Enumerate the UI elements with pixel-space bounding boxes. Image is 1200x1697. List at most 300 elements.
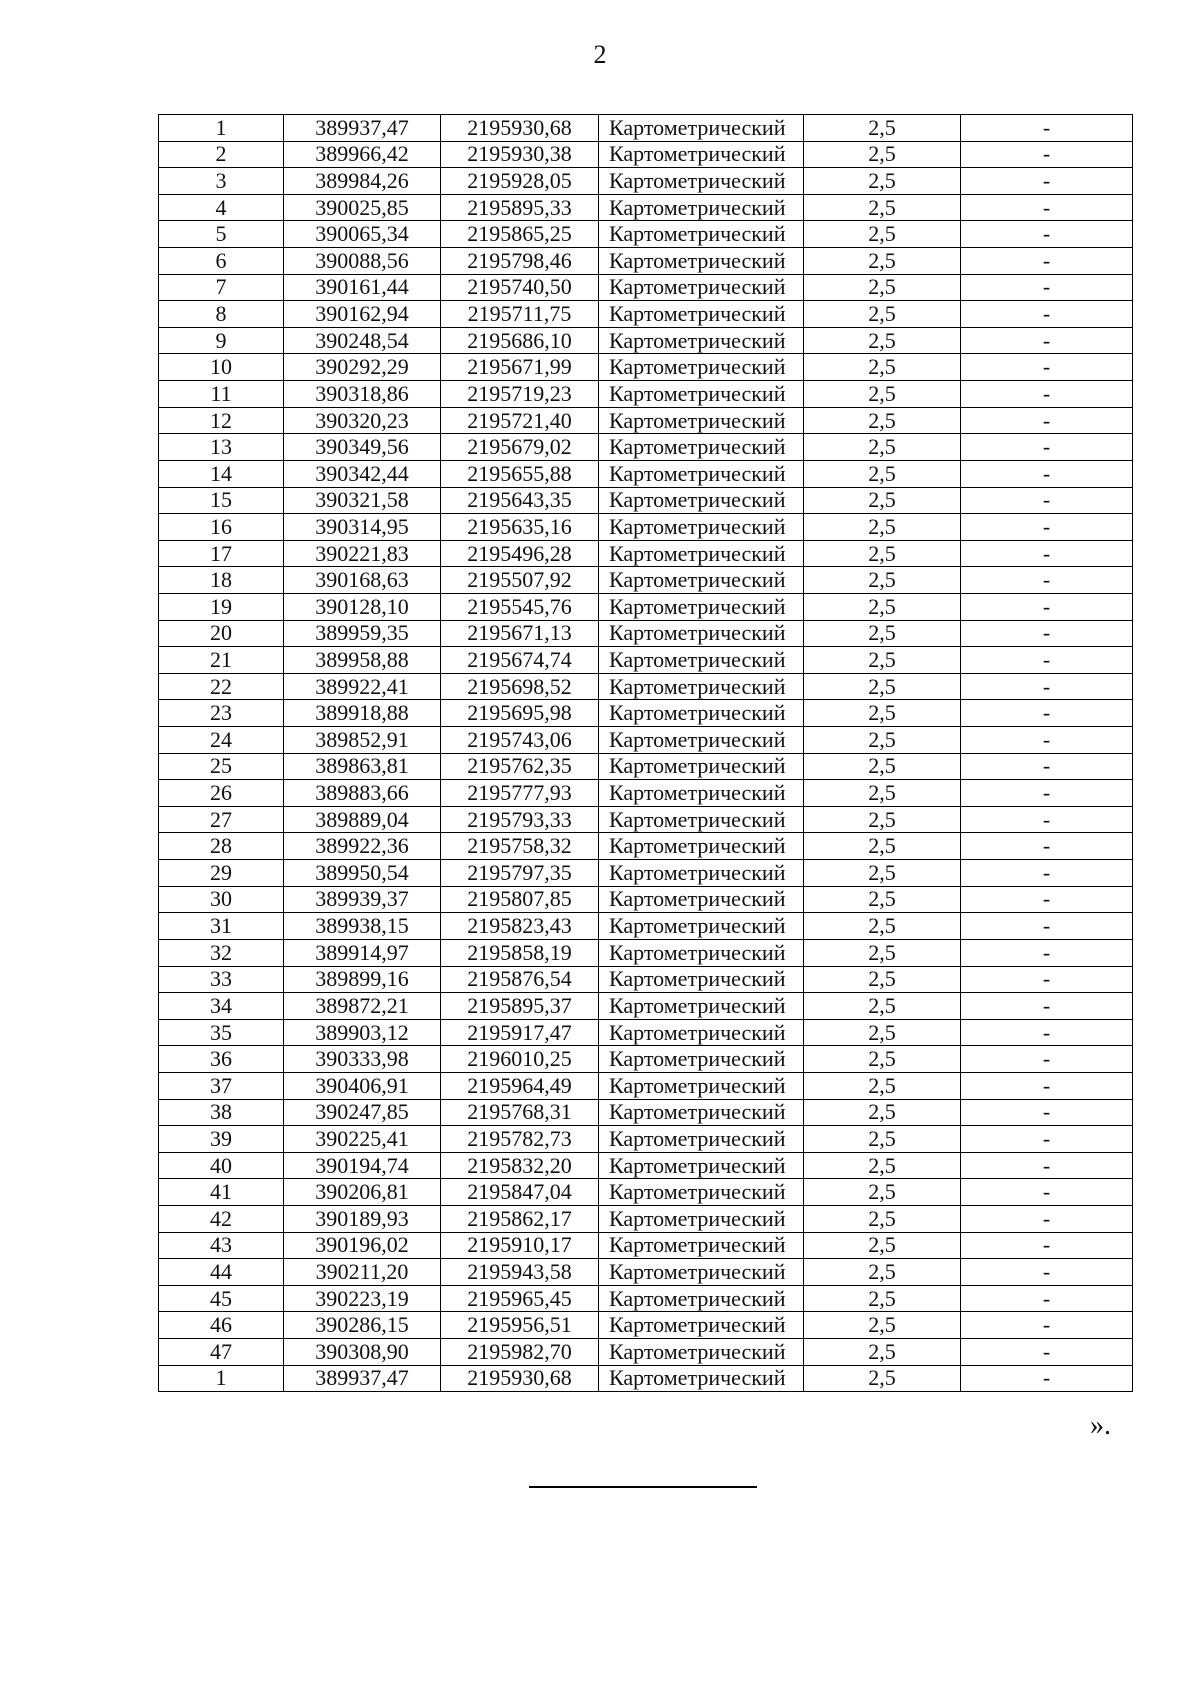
description-cell: - [961,274,1133,301]
method-cell: Картометрический [599,593,804,620]
table-row [159,886,1133,913]
y-coordinate-cell: 2195807,85 [441,886,599,913]
point-number-cell: 1 [159,115,284,142]
method-cell: Картометрический [599,567,804,594]
closing-quote: ». [1090,1410,1111,1441]
x-coordinate-cell: 390321,58 [284,487,441,514]
table-row [159,460,1133,487]
accuracy-cell: 2,5 [804,1152,961,1179]
accuracy-cell: 2,5 [804,514,961,541]
table-row [159,753,1133,780]
method-cell: Картометрический [599,381,804,408]
accuracy-cell: 2,5 [804,593,961,620]
accuracy-cell: 2,5 [804,966,961,993]
point-number-cell: 38 [159,1099,284,1126]
x-coordinate-cell: 389938,15 [284,913,441,940]
description-cell: - [961,886,1133,913]
x-coordinate-cell: 389922,41 [284,673,441,700]
y-coordinate-cell: 2195674,74 [441,647,599,674]
x-coordinate-cell: 389958,88 [284,647,441,674]
description-cell: - [961,939,1133,966]
accuracy-cell: 2,5 [804,1312,961,1339]
x-coordinate-cell: 390286,15 [284,1312,441,1339]
table-row [159,1232,1133,1259]
y-coordinate-cell: 2195930,38 [441,141,599,168]
y-coordinate-cell: 2195777,93 [441,780,599,807]
x-coordinate-cell: 389903,12 [284,1019,441,1046]
x-coordinate-cell: 390223,19 [284,1285,441,1312]
y-coordinate-cell: 2195643,35 [441,487,599,514]
description-cell: - [961,700,1133,727]
x-coordinate-cell: 389966,42 [284,141,441,168]
x-coordinate-cell: 390196,02 [284,1232,441,1259]
description-cell: - [961,1099,1133,1126]
accuracy-cell: 2,5 [804,1365,961,1392]
point-number-cell: 18 [159,567,284,594]
x-coordinate-cell: 390349,56 [284,434,441,461]
description-cell: - [961,1072,1133,1099]
point-number-cell: 13 [159,434,284,461]
description-cell: - [961,1285,1133,1312]
method-cell: Картометрический [599,886,804,913]
table-row [159,993,1133,1020]
method-cell: Картометрический [599,168,804,195]
method-cell: Картометрический [599,753,804,780]
y-coordinate-cell: 2195671,13 [441,620,599,647]
point-number-cell: 8 [159,301,284,328]
accuracy-cell: 2,5 [804,274,961,301]
y-coordinate-cell: 2195496,28 [441,540,599,567]
end-separator-line [529,1486,757,1488]
table-row [159,1126,1133,1153]
point-number-cell: 30 [159,886,284,913]
table-row [159,1046,1133,1073]
x-coordinate-cell: 390025,85 [284,194,441,221]
description-cell: - [961,354,1133,381]
coordinates-table [158,114,1133,1392]
point-number-cell: 21 [159,647,284,674]
point-number-cell: 47 [159,1339,284,1366]
description-cell: - [961,407,1133,434]
description-cell: - [961,381,1133,408]
x-coordinate-cell: 389918,88 [284,700,441,727]
method-cell: Картометрический [599,913,804,940]
method-cell: Картометрический [599,301,804,328]
method-cell: Картометрический [599,1312,804,1339]
description-cell: - [961,194,1133,221]
x-coordinate-cell: 390189,93 [284,1205,441,1232]
table-row [159,1365,1133,1392]
x-coordinate-cell: 390247,85 [284,1099,441,1126]
method-cell: Картометрический [599,1099,804,1126]
table-row [159,647,1133,674]
accuracy-cell: 2,5 [804,407,961,434]
y-coordinate-cell: 2195695,98 [441,700,599,727]
description-cell: - [961,913,1133,940]
description-cell: - [961,753,1133,780]
table-row [159,1205,1133,1232]
method-cell: Картометрический [599,1179,804,1206]
point-number-cell: 14 [159,460,284,487]
x-coordinate-cell: 389937,47 [284,1365,441,1392]
table-row [159,1285,1133,1312]
method-cell: Картометрический [599,460,804,487]
description-cell: - [961,1152,1133,1179]
point-number-cell: 10 [159,354,284,381]
point-number-cell: 44 [159,1259,284,1286]
method-cell: Картометрический [599,115,804,142]
description-cell: - [961,327,1133,354]
accuracy-cell: 2,5 [804,647,961,674]
point-number-cell: 25 [159,753,284,780]
description-cell: - [961,780,1133,807]
accuracy-cell: 2,5 [804,1179,961,1206]
method-cell: Картометрический [599,966,804,993]
table-row [159,939,1133,966]
y-coordinate-cell: 2195928,05 [441,168,599,195]
point-number-cell: 5 [159,221,284,248]
y-coordinate-cell: 2195895,37 [441,993,599,1020]
description-cell: - [961,833,1133,860]
accuracy-cell: 2,5 [804,248,961,275]
table-row [159,1152,1133,1179]
table-row [159,620,1133,647]
method-cell: Картометрический [599,540,804,567]
accuracy-cell: 2,5 [804,194,961,221]
description-cell: - [961,115,1133,142]
x-coordinate-cell: 390225,41 [284,1126,441,1153]
method-cell: Картометрический [599,780,804,807]
y-coordinate-cell: 2195758,32 [441,833,599,860]
accuracy-cell: 2,5 [804,1019,961,1046]
method-cell: Картометрический [599,1339,804,1366]
x-coordinate-cell: 390065,34 [284,221,441,248]
table-row [159,540,1133,567]
y-coordinate-cell: 2195847,04 [441,1179,599,1206]
point-number-cell: 40 [159,1152,284,1179]
x-coordinate-cell: 389950,54 [284,860,441,887]
x-coordinate-cell: 389872,21 [284,993,441,1020]
y-coordinate-cell: 2195943,58 [441,1259,599,1286]
y-coordinate-cell: 2195876,54 [441,966,599,993]
table-row [159,1179,1133,1206]
y-coordinate-cell: 2195635,16 [441,514,599,541]
accuracy-cell: 2,5 [804,993,961,1020]
point-number-cell: 36 [159,1046,284,1073]
description-cell: - [961,1205,1133,1232]
table-row [159,115,1133,142]
method-cell: Картометрический [599,1205,804,1232]
point-number-cell: 46 [159,1312,284,1339]
method-cell: Картометрический [599,1019,804,1046]
table-row [159,354,1133,381]
point-number-cell: 26 [159,780,284,807]
accuracy-cell: 2,5 [804,487,961,514]
description-cell: - [961,806,1133,833]
y-coordinate-cell: 2195982,70 [441,1339,599,1366]
y-coordinate-cell: 2195895,33 [441,194,599,221]
point-number-cell: 34 [159,993,284,1020]
description-cell: - [961,860,1133,887]
y-coordinate-cell: 2195740,50 [441,274,599,301]
x-coordinate-cell: 389937,47 [284,115,441,142]
point-number-cell: 22 [159,673,284,700]
accuracy-cell: 2,5 [804,1072,961,1099]
point-number-cell: 9 [159,327,284,354]
table-row [159,327,1133,354]
description-cell: - [961,540,1133,567]
x-coordinate-cell: 389984,26 [284,168,441,195]
point-number-cell: 33 [159,966,284,993]
point-number-cell: 2 [159,141,284,168]
method-cell: Картометрический [599,806,804,833]
accuracy-cell: 2,5 [804,567,961,594]
point-number-cell: 19 [159,593,284,620]
point-number-cell: 32 [159,939,284,966]
x-coordinate-cell: 389922,36 [284,833,441,860]
table-row [159,301,1133,328]
point-number-cell: 37 [159,1072,284,1099]
x-coordinate-cell: 390221,83 [284,540,441,567]
description-cell: - [961,1259,1133,1286]
method-cell: Картометрический [599,673,804,700]
method-cell: Картометрический [599,1072,804,1099]
accuracy-cell: 2,5 [804,700,961,727]
x-coordinate-cell: 390406,91 [284,1072,441,1099]
method-cell: Картометрический [599,647,804,674]
table-row [159,567,1133,594]
point-number-cell: 29 [159,860,284,887]
y-coordinate-cell: 2195862,17 [441,1205,599,1232]
table-row [159,806,1133,833]
method-cell: Картометрический [599,407,804,434]
method-cell: Картометрический [599,514,804,541]
x-coordinate-cell: 390342,44 [284,460,441,487]
y-coordinate-cell: 2195679,02 [441,434,599,461]
accuracy-cell: 2,5 [804,460,961,487]
table-row [159,913,1133,940]
table-row [159,434,1133,461]
point-number-cell: 43 [159,1232,284,1259]
x-coordinate-cell: 390168,63 [284,567,441,594]
description-cell: - [961,168,1133,195]
point-number-cell: 45 [159,1285,284,1312]
description-cell: - [961,434,1133,461]
x-coordinate-cell: 389852,91 [284,727,441,754]
point-number-cell: 1 [159,1365,284,1392]
x-coordinate-cell: 390333,98 [284,1046,441,1073]
x-coordinate-cell: 389914,97 [284,939,441,966]
accuracy-cell: 2,5 [804,1285,961,1312]
description-cell: - [961,487,1133,514]
accuracy-cell: 2,5 [804,354,961,381]
y-coordinate-cell: 2195797,35 [441,860,599,887]
y-coordinate-cell: 2195910,17 [441,1232,599,1259]
table-row [159,487,1133,514]
point-number-cell: 42 [159,1205,284,1232]
x-coordinate-cell: 390248,54 [284,327,441,354]
x-coordinate-cell: 390318,86 [284,381,441,408]
y-coordinate-cell: 2195545,76 [441,593,599,620]
method-cell: Картометрический [599,620,804,647]
method-cell: Картометрический [599,860,804,887]
accuracy-cell: 2,5 [804,833,961,860]
table-row [159,194,1133,221]
method-cell: Картометрический [599,1152,804,1179]
accuracy-cell: 2,5 [804,1259,961,1286]
y-coordinate-cell: 2195964,49 [441,1072,599,1099]
description-cell: - [961,514,1133,541]
x-coordinate-cell: 390088,56 [284,248,441,275]
point-number-cell: 31 [159,913,284,940]
point-number-cell: 24 [159,727,284,754]
method-cell: Картометрический [599,1232,804,1259]
table-row [159,727,1133,754]
point-number-cell: 4 [159,194,284,221]
y-coordinate-cell: 2195858,19 [441,939,599,966]
accuracy-cell: 2,5 [804,806,961,833]
description-cell: - [961,567,1133,594]
table-row [159,514,1133,541]
y-coordinate-cell: 2195930,68 [441,115,599,142]
description-cell: - [961,221,1133,248]
method-cell: Картометрический [599,434,804,461]
page-number: 2 [593,40,607,69]
x-coordinate-cell: 390320,23 [284,407,441,434]
accuracy-cell: 2,5 [804,1339,961,1366]
accuracy-cell: 2,5 [804,1046,961,1073]
x-coordinate-cell: 389939,37 [284,886,441,913]
accuracy-cell: 2,5 [804,753,961,780]
accuracy-cell: 2,5 [804,620,961,647]
table-row [159,221,1133,248]
method-cell: Картометрический [599,141,804,168]
description-cell: - [961,141,1133,168]
point-number-cell: 35 [159,1019,284,1046]
point-number-cell: 39 [159,1126,284,1153]
point-number-cell: 12 [159,407,284,434]
table-row [159,407,1133,434]
method-cell: Картометрический [599,274,804,301]
point-number-cell: 28 [159,833,284,860]
accuracy-cell: 2,5 [804,1099,961,1126]
x-coordinate-cell: 389863,81 [284,753,441,780]
method-cell: Картометрический [599,1126,804,1153]
method-cell: Картометрический [599,833,804,860]
y-coordinate-cell: 2195671,99 [441,354,599,381]
accuracy-cell: 2,5 [804,1232,961,1259]
accuracy-cell: 2,5 [804,913,961,940]
accuracy-cell: 2,5 [804,327,961,354]
table-row [159,1019,1133,1046]
description-cell: - [961,647,1133,674]
y-coordinate-cell: 2195917,47 [441,1019,599,1046]
x-coordinate-cell: 390211,20 [284,1259,441,1286]
x-coordinate-cell: 390206,81 [284,1179,441,1206]
method-cell: Картометрический [599,248,804,275]
description-cell: - [961,248,1133,275]
x-coordinate-cell: 390162,94 [284,301,441,328]
point-number-cell: 3 [159,168,284,195]
method-cell: Картометрический [599,727,804,754]
x-coordinate-cell: 389883,66 [284,780,441,807]
accuracy-cell: 2,5 [804,381,961,408]
point-number-cell: 27 [159,806,284,833]
table-row [159,274,1133,301]
description-cell: - [961,1232,1133,1259]
y-coordinate-cell: 2195965,45 [441,1285,599,1312]
method-cell: Картометрический [599,1046,804,1073]
description-cell: - [961,301,1133,328]
y-coordinate-cell: 2195721,40 [441,407,599,434]
x-coordinate-cell: 389959,35 [284,620,441,647]
y-coordinate-cell: 2195698,52 [441,673,599,700]
description-cell: - [961,1312,1133,1339]
description-cell: - [961,593,1133,620]
table-row [159,966,1133,993]
accuracy-cell: 2,5 [804,727,961,754]
method-cell: Картометрический [599,194,804,221]
table-row [159,1099,1133,1126]
y-coordinate-cell: 2195956,51 [441,1312,599,1339]
table-row [159,780,1133,807]
y-coordinate-cell: 2195823,43 [441,913,599,940]
description-cell: - [961,993,1133,1020]
accuracy-cell: 2,5 [804,1205,961,1232]
y-coordinate-cell: 2196010,25 [441,1046,599,1073]
point-number-cell: 17 [159,540,284,567]
table-row [159,1072,1133,1099]
y-coordinate-cell: 2195798,46 [441,248,599,275]
y-coordinate-cell: 2195782,73 [441,1126,599,1153]
accuracy-cell: 2,5 [804,434,961,461]
description-cell: - [961,1019,1133,1046]
description-cell: - [961,966,1133,993]
point-number-cell: 7 [159,274,284,301]
method-cell: Картометрический [599,354,804,381]
method-cell: Картометрический [599,327,804,354]
y-coordinate-cell: 2195832,20 [441,1152,599,1179]
y-coordinate-cell: 2195762,35 [441,753,599,780]
y-coordinate-cell: 2195743,06 [441,727,599,754]
x-coordinate-cell: 390292,29 [284,354,441,381]
table-row [159,248,1133,275]
method-cell: Картометрический [599,1365,804,1392]
table-row [159,833,1133,860]
point-number-cell: 23 [159,700,284,727]
method-cell: Картометрический [599,1285,804,1312]
accuracy-cell: 2,5 [804,540,961,567]
table-row [159,1312,1133,1339]
y-coordinate-cell: 2195719,23 [441,381,599,408]
x-coordinate-cell: 390314,95 [284,514,441,541]
method-cell: Картометрический [599,939,804,966]
x-coordinate-cell: 389889,04 [284,806,441,833]
method-cell: Картометрический [599,1259,804,1286]
accuracy-cell: 2,5 [804,115,961,142]
accuracy-cell: 2,5 [804,886,961,913]
table-row [159,860,1133,887]
table-row [159,168,1133,195]
method-cell: Картометрический [599,993,804,1020]
description-cell: - [961,1046,1133,1073]
accuracy-cell: 2,5 [804,301,961,328]
table-row [159,141,1133,168]
accuracy-cell: 2,5 [804,141,961,168]
y-coordinate-cell: 2195930,68 [441,1365,599,1392]
accuracy-cell: 2,5 [804,860,961,887]
table-row [159,381,1133,408]
